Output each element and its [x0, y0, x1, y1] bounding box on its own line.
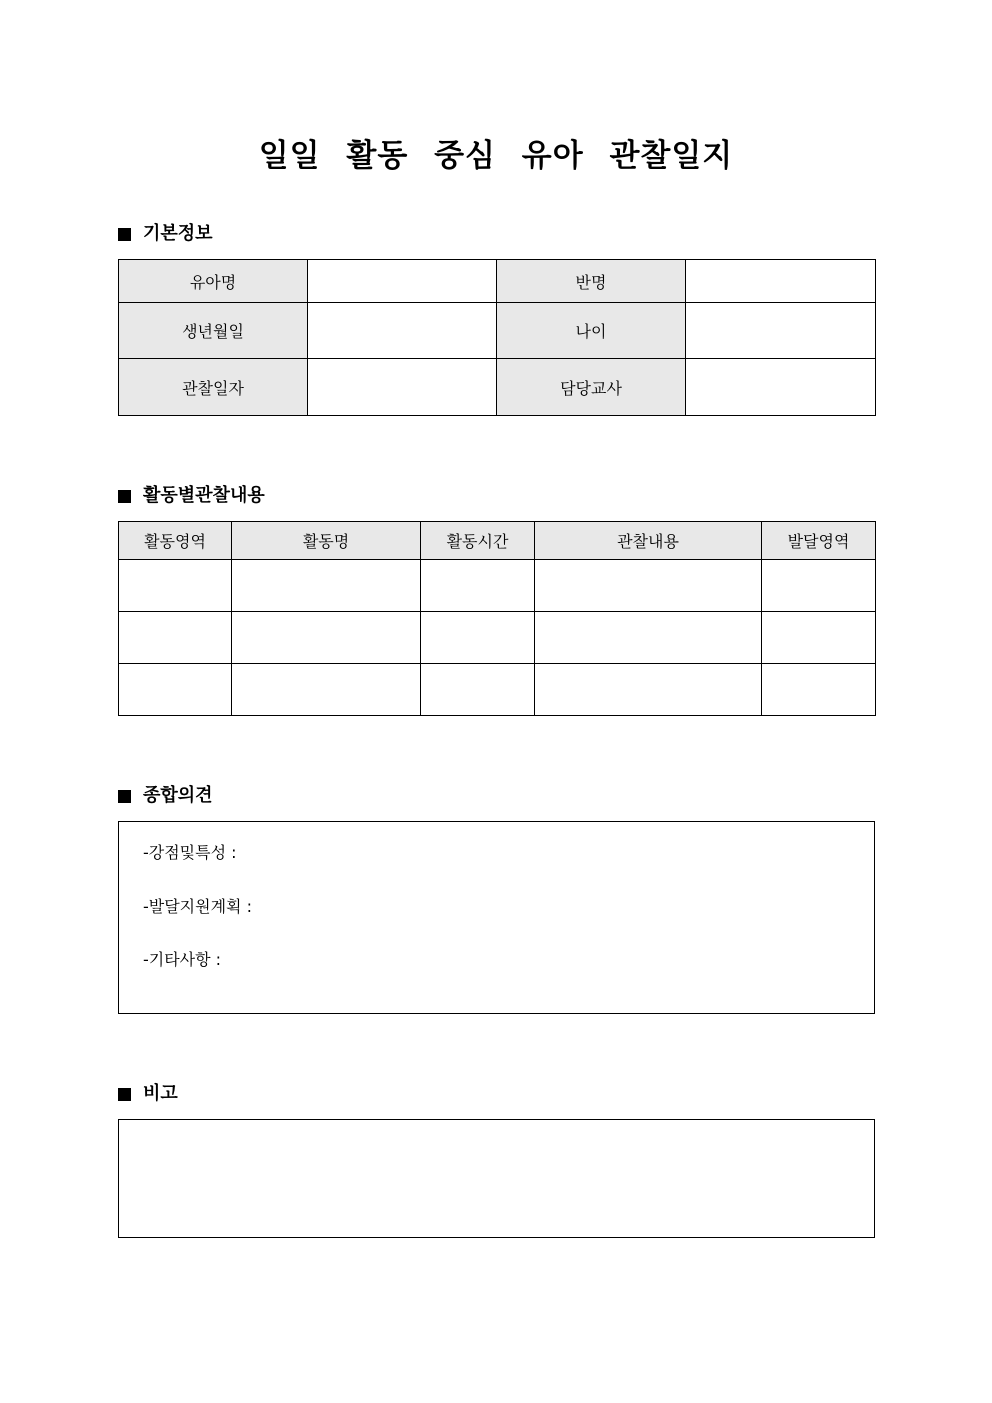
summary-heading [118, 783, 213, 809]
basic-info-row [119, 359, 876, 416]
table-row [119, 612, 876, 664]
summary-heading-label: 종합의견 [143, 785, 213, 806]
remarks-heading [118, 1081, 178, 1107]
class-name-field[interactable] [686, 260, 876, 303]
basic-info-heading-label: 기본정보 [143, 223, 213, 244]
age-label: 나이 [497, 303, 686, 359]
activity-name-cell[interactable] [232, 664, 421, 716]
activities-table [118, 521, 876, 716]
summary-box[interactable] [118, 821, 875, 1014]
observation-date-field[interactable] [308, 359, 497, 416]
teacher-label: 담당교사 [497, 359, 686, 416]
column-header-activity-name: 활동명 [232, 522, 421, 560]
column-header-activity-time: 활동시간 [421, 522, 535, 560]
basic-info-row [119, 303, 876, 359]
observation-date-label: 관찰일자 [119, 359, 308, 416]
other-notes-line: -기타사항 : [143, 950, 222, 969]
column-header-observation: 관찰내용 [535, 522, 762, 560]
table-row [119, 664, 876, 716]
black-square-icon [118, 790, 131, 803]
activities-heading [118, 483, 265, 509]
activity-area-cell[interactable] [119, 612, 232, 664]
remarks-box[interactable] [118, 1119, 875, 1238]
development-area-cell[interactable] [762, 560, 876, 612]
table-row [119, 560, 876, 612]
observation-cell[interactable] [535, 664, 762, 716]
page-title: 일일 활동 중심 유아 관찰일지 [258, 138, 734, 174]
child-name-label: 유아명 [119, 260, 308, 303]
activity-time-cell[interactable] [421, 560, 535, 612]
column-header-development-area: 발달영역 [762, 522, 876, 560]
activity-time-cell[interactable] [421, 612, 535, 664]
child-name-field[interactable] [308, 260, 497, 303]
class-name-label: 반명 [497, 260, 686, 303]
activities-header-row [119, 522, 876, 560]
activity-area-cell[interactable] [119, 664, 232, 716]
development-area-cell[interactable] [762, 664, 876, 716]
age-field[interactable] [686, 303, 876, 359]
black-square-icon [118, 1088, 131, 1101]
activities-heading-label: 활동별관찰내용 [143, 485, 265, 506]
activity-time-cell[interactable] [421, 664, 535, 716]
black-square-icon [118, 228, 131, 241]
remarks-heading-label: 비고 [143, 1083, 178, 1104]
basic-info-row [119, 260, 876, 303]
activity-area-cell[interactable] [119, 560, 232, 612]
teacher-field[interactable] [686, 359, 876, 416]
observation-cell[interactable] [535, 612, 762, 664]
strengths-line: -강점및특성 : [143, 843, 237, 862]
column-header-activity-area: 활동영역 [119, 522, 232, 560]
basic-info-heading [118, 221, 213, 247]
birth-date-field[interactable] [308, 303, 497, 359]
development-area-cell[interactable] [762, 612, 876, 664]
activity-name-cell[interactable] [232, 612, 421, 664]
birth-date-label: 생년월일 [119, 303, 308, 359]
black-square-icon [118, 490, 131, 503]
observation-cell[interactable] [535, 560, 762, 612]
support-plan-line: -발달지원계획 : [143, 897, 252, 916]
activity-name-cell[interactable] [232, 560, 421, 612]
basic-info-table [118, 259, 876, 416]
